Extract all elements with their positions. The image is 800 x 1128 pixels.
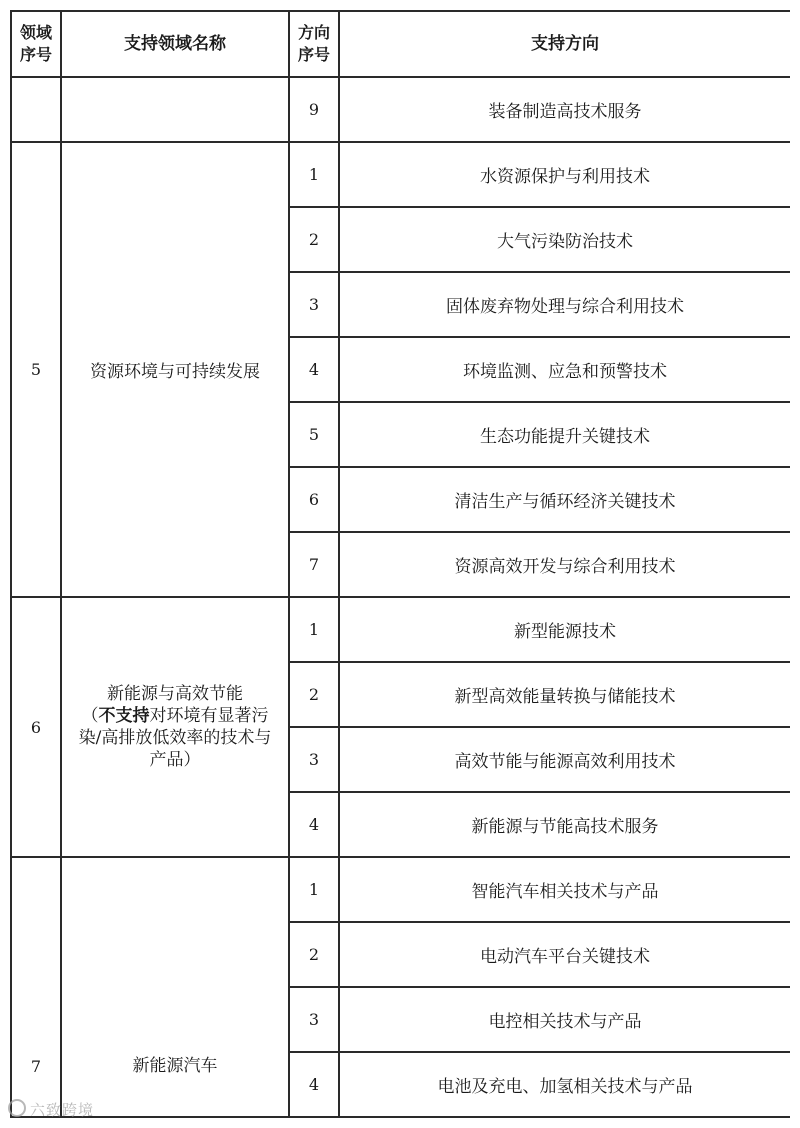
direction-number-cell: 1 [289,142,339,207]
direction-number-cell: 5 [289,402,339,467]
direction-cell: 新型高效能量转换与储能技术 [339,662,790,727]
table-row [11,857,790,922]
direction-number-cell: 1 [289,597,339,662]
direction-cell: 水资源保护与利用技术 [339,142,790,207]
header-direction: 支持方向 [339,11,790,77]
direction-cell: 新型能源技术 [339,597,790,662]
direction-cell: 电池及充电、加氢相关技术与产品 [339,1052,790,1117]
watermark: 六致跨境 [8,1099,94,1120]
direction-number-cell: 4 [289,1052,339,1117]
direction-cell: 装备制造高技术服务 [339,77,790,142]
direction-number-cell: 2 [289,662,339,727]
direction-number-cell: 3 [289,987,339,1052]
domain-number-cell: 5 [11,142,61,597]
domain-name-cell: 新能源汽车 [61,857,289,1117]
direction-number-cell: 2 [289,207,339,272]
direction-cell: 环境监测、应急和预警技术 [339,337,790,402]
direction-number-cell: 2 [289,922,339,987]
domain-number-cell: 6 [11,597,61,857]
direction-number-cell: 3 [289,272,339,337]
direction-cell: 电控相关技术与产品 [339,987,790,1052]
domain-name-cell [61,77,289,142]
direction-number-cell: 9 [289,77,339,142]
direction-cell: 固体废弃物处理与综合利用技术 [339,272,790,337]
direction-cell: 新能源与节能高技术服务 [339,792,790,857]
direction-number-cell: 4 [289,337,339,402]
header-domain-name: 支持领域名称 [61,11,289,77]
watermark-logo-icon [8,1099,26,1117]
table-header-row [11,11,790,77]
domain-name-cell [61,597,289,857]
table-row [11,597,790,662]
table-row [11,77,790,142]
domain-name-cell: 资源环境与可持续发展 [61,142,289,597]
direction-cell: 高效节能与能源高效利用技术 [339,727,790,792]
direction-number-cell: 3 [289,727,339,792]
direction-number-cell: 1 [289,857,339,922]
domain-number-cell: 7 [11,857,61,1117]
direction-cell: 大气污染防治技术 [339,207,790,272]
direction-number-cell: 6 [289,467,339,532]
support-directions-table-sheet [10,10,790,1128]
direction-cell: 生态功能提升关键技术 [339,402,790,467]
direction-number-cell: 4 [289,792,339,857]
direction-cell: 清洁生产与循环经济关键技术 [339,467,790,532]
direction-cell: 智能汽车相关技术与产品 [339,857,790,922]
direction-cell: 电动汽车平台关键技术 [339,922,790,987]
domain-number-cell [11,77,61,142]
domain-name-text: 新能源与高效节能 （不支持对环境有显著污染/高排放低效率的技术与产品） [78,684,272,770]
direction-number-cell: 7 [289,532,339,597]
table-row [11,142,790,207]
direction-cell: 资源高效开发与综合利用技术 [339,532,790,597]
support-directions-table [10,10,790,1118]
header-direction-number: 方向 序号 [289,11,339,77]
header-domain-number: 领域 序号 [11,11,61,77]
